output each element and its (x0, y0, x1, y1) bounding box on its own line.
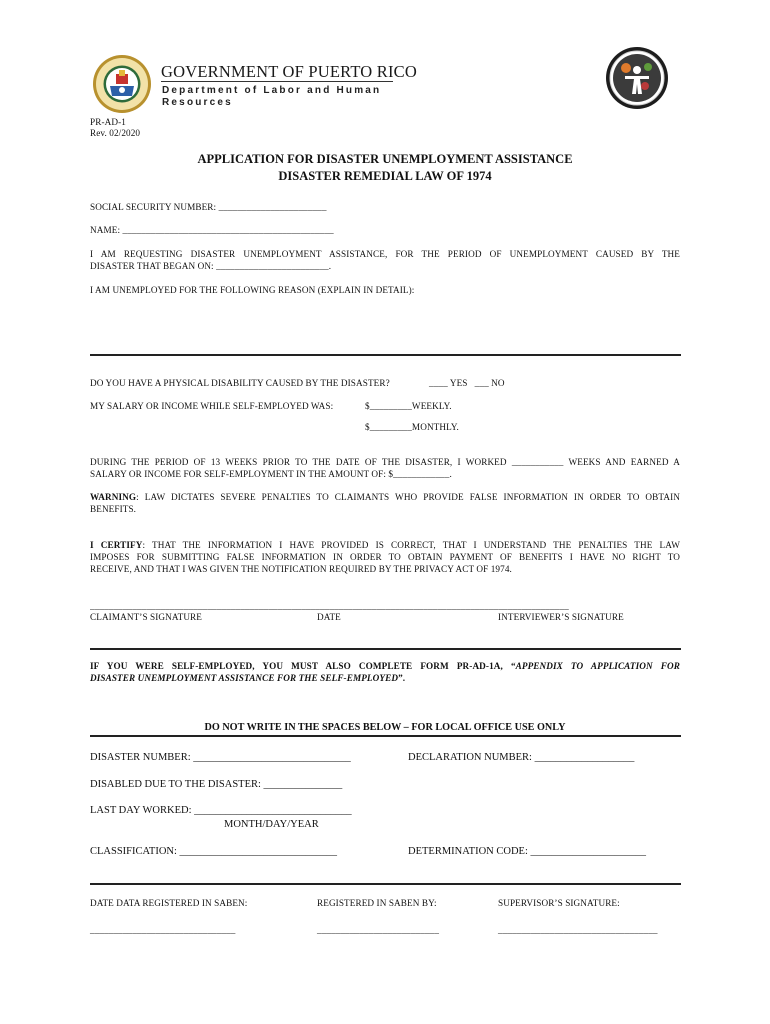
determination-code-field[interactable]: DETERMINATION CODE: ______________________ (408, 846, 646, 857)
warning-line-1 (90, 492, 680, 502)
supervisor-signature-label: SUPERVISOR’S SIGNATURE: (498, 898, 620, 908)
appendix-title-1: APPENDIX TO APPLICATION FOR (515, 661, 680, 671)
claimant-signature-label: CLAIMANT’S SIGNATURE (90, 612, 202, 622)
form-code: PR-AD-1 (90, 117, 126, 127)
warning-text: : LAW DICTATES SEVERE PENALTIES TO CLAIMANTS WHO PROVIDE FALSE INFORMATION IN ORDER TO OBTAIN (136, 492, 680, 502)
period-line-1[interactable]: DURING THE PERIOD OF 13 WEEKS PRIOR TO THE DATE OF THE DISASTER, I WORKED ___________ WEEKS AND EARNED A (90, 457, 680, 467)
certify-text: : THAT THE INFORMATION I HAVE PROVIDED IS CORRECT, THAT I UNDERSTAND THE PENALTIES THE LAW (142, 540, 680, 550)
dept-line-1: Department of Labor and Human (162, 85, 382, 96)
disability-question: DO YOU HAVE A PHYSICAL DISABILITY CAUSED BY THE DISASTER? (90, 378, 390, 388)
saben-date-label: DATE DATA REGISTERED IN SABEN: (90, 898, 248, 908)
org-title-underline (161, 81, 393, 82)
self-employed-text-2: ”. (398, 673, 406, 683)
signature-divider (90, 648, 681, 650)
disabled-due-field[interactable]: DISABLED DUE TO THE DISASTER: _______________ (90, 779, 343, 790)
signature-line[interactable]: ______________________________________________________________________________________________________ (90, 601, 569, 611)
office-use-divider (90, 735, 681, 737)
form-subtitle: DISASTER REMEDIAL LAW OF 1974 (278, 169, 492, 183)
appendix-title-2: DISASTER UNEMPLOYMENT ASSISTANCE FOR THE SELF-EMPLOYED (90, 673, 399, 683)
puerto-rico-seal-logo (92, 54, 152, 114)
self-employed-text-1: IF YOU WERE SELF-EMPLOYED, YOU MUST ALSO COMPLETE FORM PR-AD-1A, “ (90, 661, 516, 671)
self-employed-line-2 (90, 673, 405, 683)
salary-monthly-field[interactable]: $_________MONTHLY. (365, 422, 459, 432)
certify-label: I CERTIFY (90, 540, 143, 550)
salary-label: MY SALARY OR INCOME WHILE SELF-EMPLOYED WAS: (90, 401, 334, 411)
org-title: GOVERNMENT OF PUERTO RICO (161, 62, 417, 81)
ssn-field[interactable]: SOCIAL SECURITY NUMBER: _______________________ (90, 202, 327, 212)
disaster-began-field[interactable]: DISASTER THAT BEGAN ON: ________________________. (90, 261, 332, 271)
name-field[interactable]: NAME: _____________________________________________ (90, 225, 334, 235)
reason-text-area[interactable] (90, 300, 680, 352)
reason-label: I AM UNEMPLOYED FOR THE FOLLOWING REASON (EXPLAIN IN DETAIL): (90, 285, 415, 295)
disability-answer[interactable]: ____ YES ___ NO (429, 378, 505, 388)
warning-line-2: BENEFITS. (90, 504, 137, 514)
department-logo (605, 46, 669, 110)
warning-label: WARNING (90, 492, 137, 502)
salary-weekly-field[interactable]: $_________WEEKLY. (365, 401, 452, 411)
office-use-header: DO NOT WRITE IN THE SPACES BELOW – FOR LOCAL OFFICE USE ONLY (204, 722, 566, 733)
saben-date-field[interactable]: _______________________________ (90, 925, 236, 935)
declaration-number-field[interactable]: DECLARATION NUMBER: ___________________ (408, 752, 635, 763)
form-revision: Rev. 02/2020 (90, 128, 141, 138)
disaster-number-field[interactable]: DISASTER NUMBER: ______________________________ (90, 752, 351, 763)
dept-line-2: Resources (162, 97, 233, 108)
period-line-2[interactable]: SALARY OR INCOME FOR SELF-EMPLOYMENT IN THE AMOUNT OF: $____________. (90, 469, 452, 479)
saben-divider (90, 883, 681, 885)
saben-by-field[interactable]: __________________________ (317, 925, 440, 935)
reason-divider (90, 354, 681, 356)
interviewer-signature-label: INTERVIEWER’S SIGNATURE (498, 612, 624, 622)
self-employed-line-1 (90, 661, 680, 671)
last-day-format-label: MONTH/DAY/YEAR (224, 819, 319, 830)
supervisor-signature-field[interactable]: __________________________________ (498, 925, 658, 935)
saben-by-label: REGISTERED IN SABEN BY: (317, 898, 437, 908)
requesting-line-1: I AM REQUESTING DISASTER UNEMPLOYMENT ASSISTANCE, FOR THE PERIOD OF UNEMPLOYMENT CAUSED BY THE (90, 249, 680, 259)
certify-line-1 (90, 540, 680, 550)
classification-field[interactable]: CLASSIFICATION: ______________________________ (90, 846, 338, 857)
certify-line-3: RECEIVE, AND THAT I WAS GIVEN THE NOTIFICATION REQUIRED BY THE PRIVACY ACT OF 1974. (90, 564, 512, 574)
form-title: APPLICATION FOR DISASTER UNEMPLOYMENT ASSISTANCE (197, 152, 573, 166)
last-day-worked-field[interactable]: LAST DAY WORKED: ______________________________ (90, 805, 352, 816)
certify-line-2: IMPOSES FOR SUBMITTING FALSE INFORMATION IN ORDER TO OBTAIN PAYMENT OF BENEFITS I HAVE NO RIGHT TO (90, 552, 680, 562)
date-label: DATE (317, 612, 341, 622)
